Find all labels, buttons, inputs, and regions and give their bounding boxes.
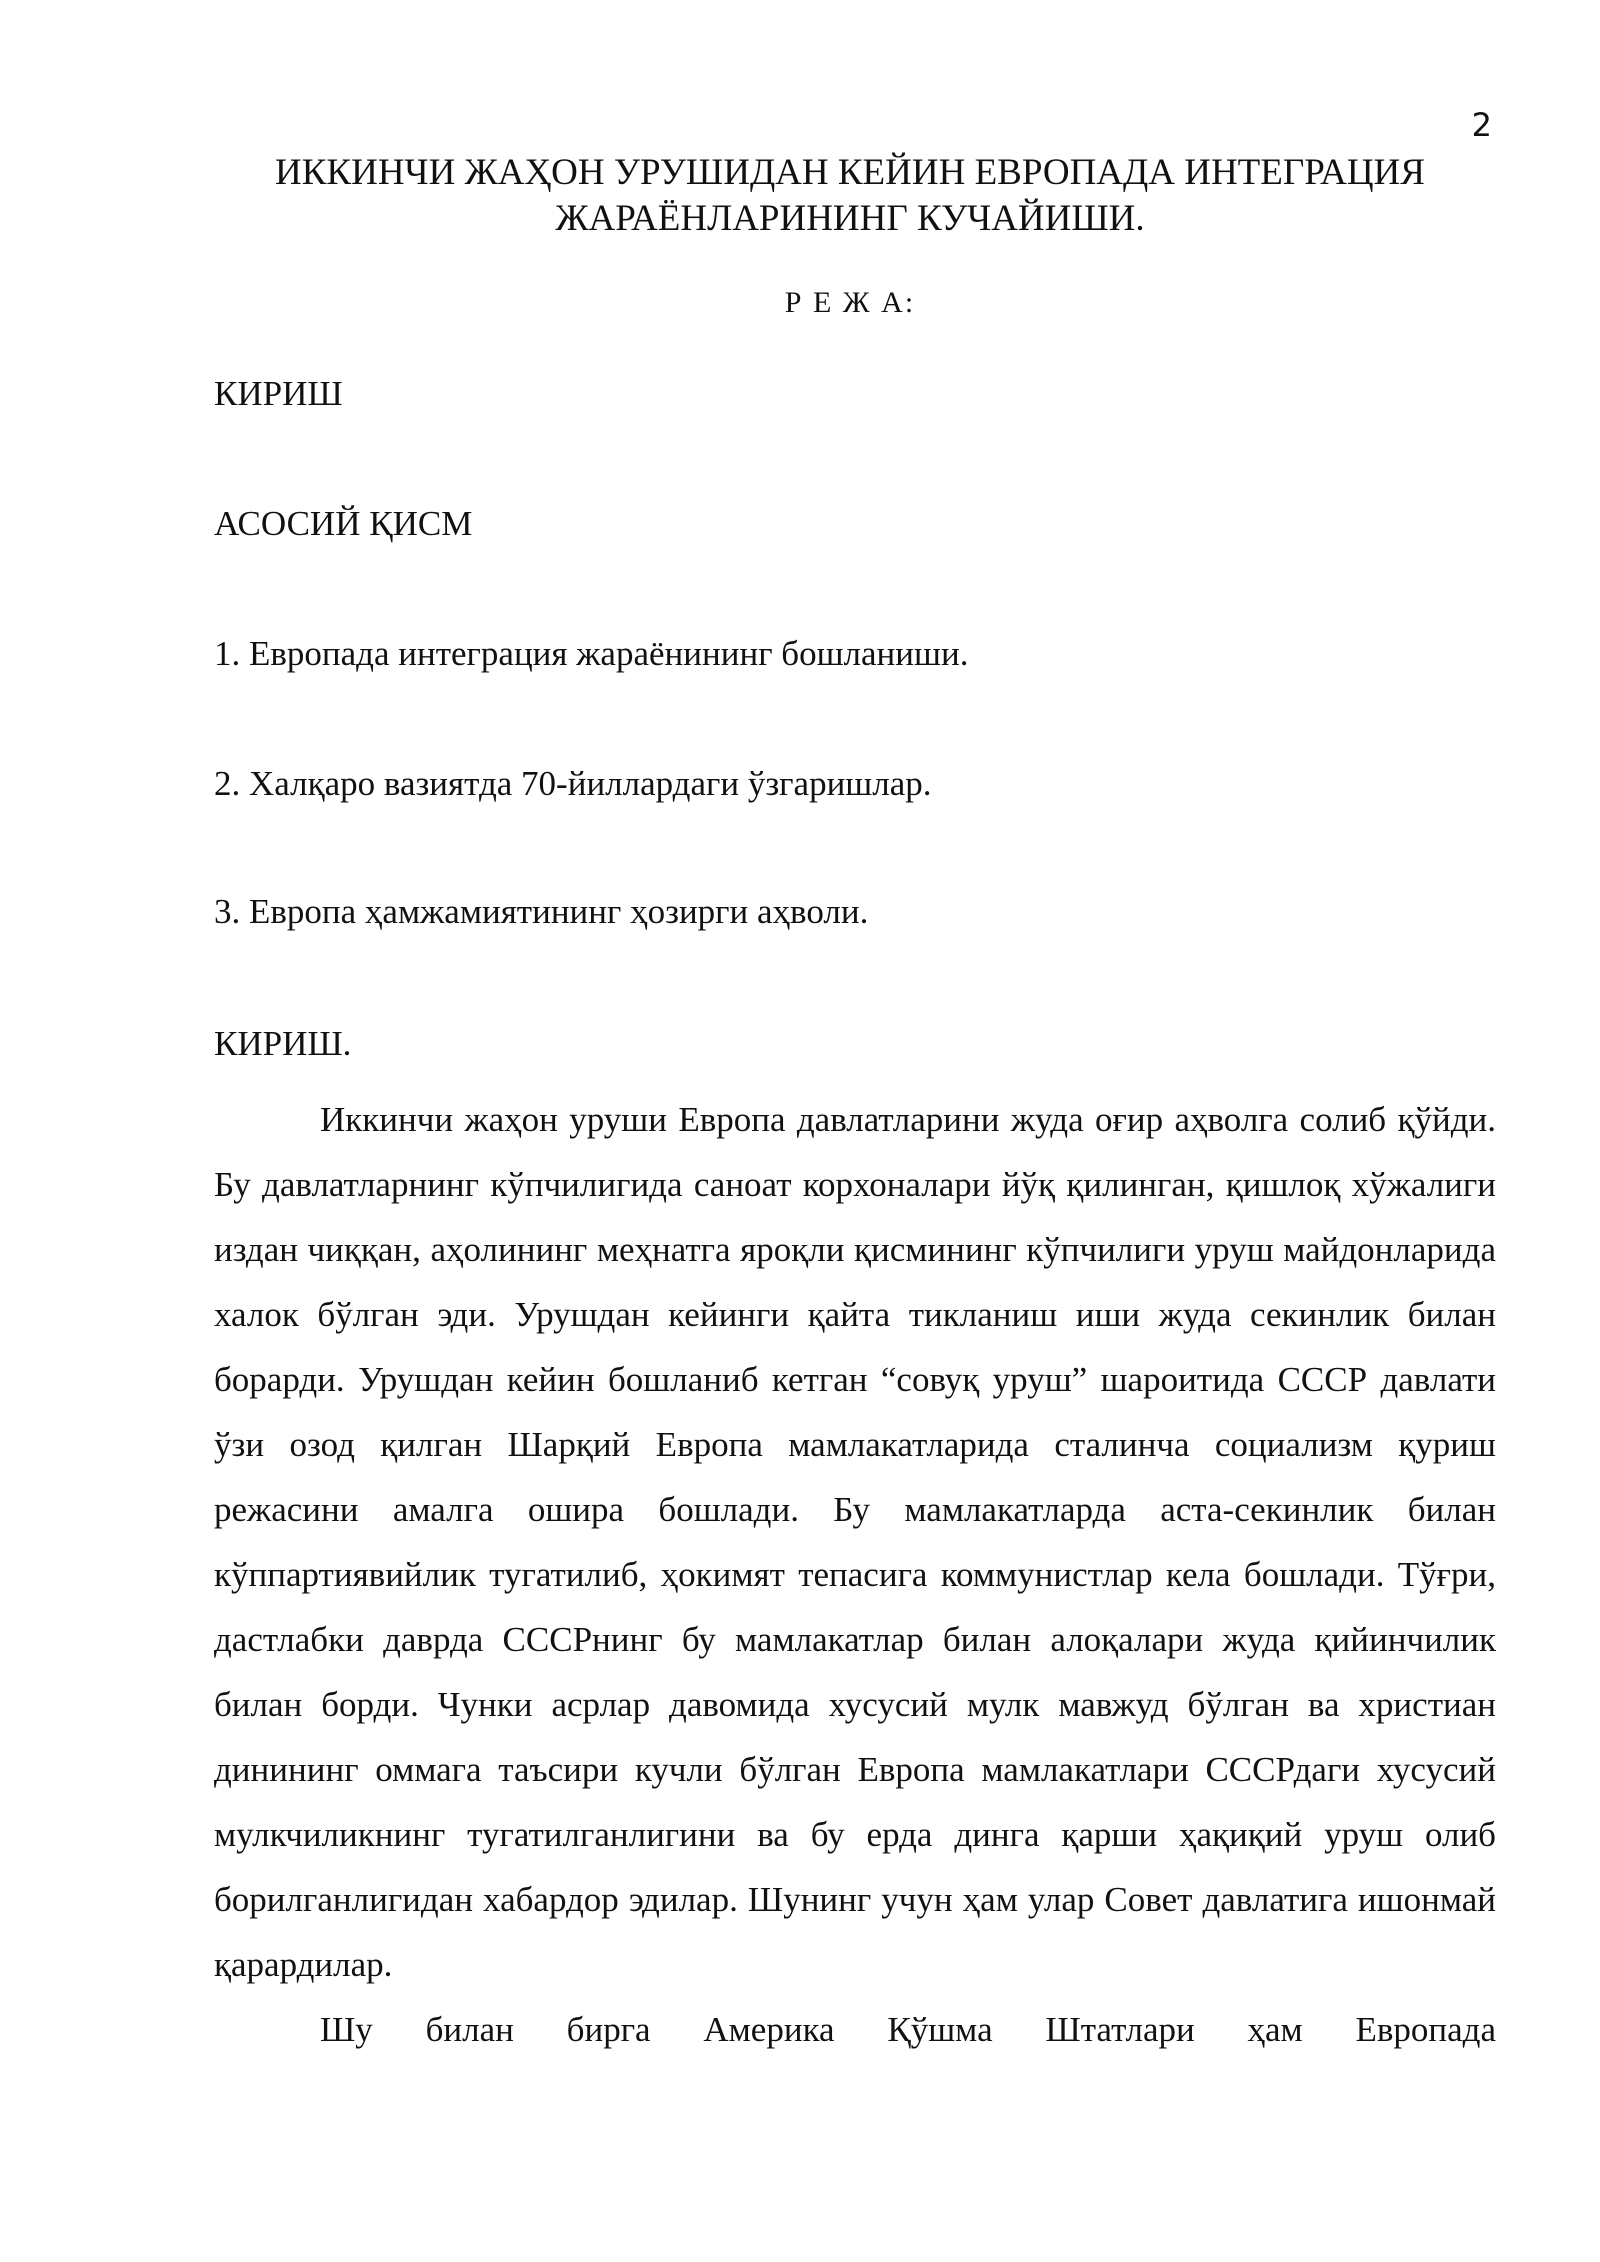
- paragraph: Иккинчи жаҳон уруши Европа давлатларини жуда оғир аҳволга солиб қўйди. Бу давлатларнинг кўпчилигида саноат корхоналари йўқ қилинган, қишлоқ хўжалиги издан чиққан, аҳолининг меҳнатга яроқли қисмининг кўпчилиги уруш майдонларида халок бўлган эди. Урушдан кейинги қайта тикланиш иши жуда секинлик билан борарди. Урушдан кейин бошланиб кетган “совуқ уруш” шароитида СССР давлати ўзи озод қилган Шарқий Европа мамлакатларида сталинча социализм қуриш режасини амалга ошира бошлади. Бу мамлакатларда аста-секинлик билан кўппартиявийлик тугатилиб, ҳокимят тепасига коммунистлар кела бошлади. Тўғри, дастлабки даврда СССРнинг бу мамлакатлар билан алоқалари жуда қийинчилик билан борди. Чунки асрлар давомида хусусий мулк мавжуд бўлган ва христиан динининг оммага таъсири кучли бўлган Европа мамлакатлари СССРдаги хусусий мулкчиликнинг тугатилганлигини ва бу ерда динга қарши ҳақиқий уруш олиб борилганлигидан хабардор эдилар. Шунинг учун ҳам улар Совет давлатига ишонмай қарардилар.: [214, 1100, 1496, 1984]
- outline-item: 2. Халқаро вазиятда 70-йиллардаги ўзгаришлар.: [214, 764, 932, 803]
- plan-label: Р Е Ж А:: [784, 286, 916, 319]
- page-number: 2: [1471, 106, 1492, 144]
- title-line-1: ИККИНЧИ ЖАҲОН УРУШИДАН КЕЙИН ЕВРОПАДА ИНТЕГРАЦИЯ: [275, 152, 1425, 193]
- document-title: [200, 150, 1500, 242]
- outline-intro: КИРИШ: [214, 374, 343, 413]
- section-heading: КИРИШ.: [214, 1024, 352, 1063]
- outline-item: 3. Европа ҳамжамиятининг ҳозирги аҳволи.: [214, 892, 869, 931]
- outline-main: АСОСИЙ ҚИСМ: [214, 504, 473, 543]
- body-text: [214, 1087, 1496, 2062]
- outline-item: 1. Европада интеграция жараёнининг бошланиши.: [214, 634, 969, 673]
- paragraph: Шу билан бирга Америка Қўшма Штатлари ҳам Европада: [320, 2010, 1496, 2049]
- title-line-2: ЖАРАЁНЛАРИНИНГ КУЧАЙИШИ.: [555, 198, 1145, 239]
